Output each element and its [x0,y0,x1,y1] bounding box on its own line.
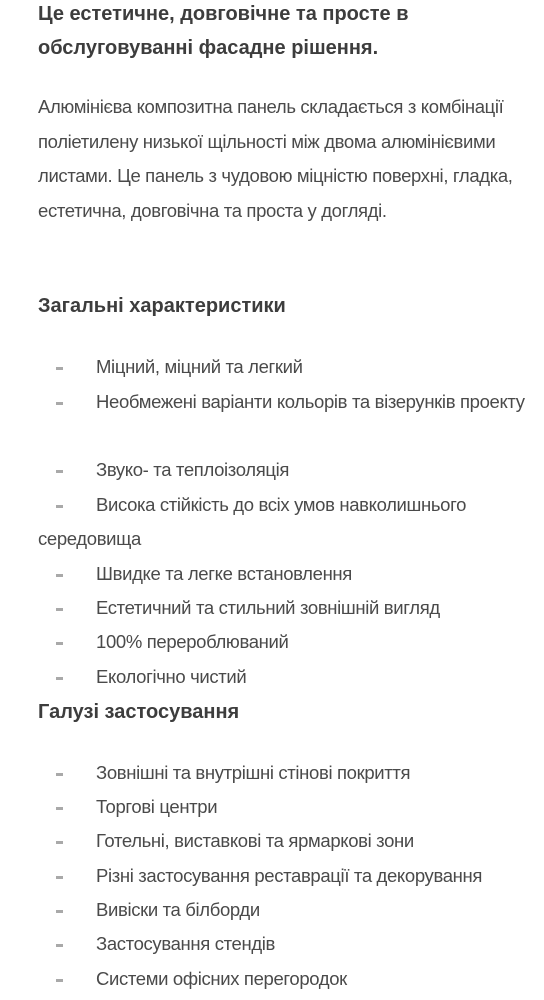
dash-bullet-icon [56,944,63,947]
list-item [38,859,533,893]
dash-bullet-icon [56,642,63,645]
dash-bullet-icon [56,876,63,879]
list-item-text: 100% перероблюваний [96,631,289,652]
list-item-text: Торгові центри [96,796,218,817]
dash-bullet-icon [56,402,63,405]
list-item-text: Готельні, виставкові та ярмаркові зони [96,830,414,851]
list-item-text: Системи офісних перегородок [96,968,347,989]
dash-bullet-icon [56,841,63,844]
list-item-text: Естетичний та стильний зовнішній вигляд [96,597,440,618]
list-item-text: Різні застосування реставрації та декорування [96,865,483,886]
dash-bullet-icon [56,505,63,508]
list-item-text: Висока стійкість до всіх умов навколишнього середовища [38,494,467,550]
list-item [38,790,533,824]
dash-bullet-icon [56,677,63,680]
intro-paragraph: Алюмінієва композитна панель складається з комбінації поліетилену низької щільності між двома алюмінієвими листами. Це панель з чудовою міцністю поверхні, гладка, естетична, довговічна та проста у догляді. [38,96,513,221]
dash-bullet-icon [56,470,63,473]
list-item-text: Міцний, міцний та легкий [96,356,303,377]
list-item [38,660,533,694]
list-item [38,824,533,858]
list-item-text: Звуко- та теплоізоляція [96,459,290,480]
dash-bullet-icon [56,574,63,577]
dash-bullet-icon [56,910,63,913]
list-item [38,385,533,419]
dash-bullet-icon [56,608,63,611]
list-item [38,756,533,790]
list-item-text: Зовнішні та внутрішні стінові покриття [96,762,411,783]
list-item [38,625,533,659]
list-item [38,591,533,625]
list-item [38,453,533,487]
list-item [38,557,533,591]
dash-bullet-icon [56,979,63,982]
list-item [38,350,533,384]
list-item-text: Вивіски та білборди [96,899,260,920]
applications-heading: Галузі застосування [38,701,240,723]
list-item-text: Екологічно чистий [96,666,247,687]
dash-bullet-icon [56,807,63,810]
dash-bullet-icon [56,367,63,370]
intro-heading: Це естетичне, довговічне та просте в обслуговуванні фасадне рішення. [38,3,409,59]
list-item-text: Необмежені варіанти кольорів та візерунків проекту [96,391,525,412]
list-item [38,962,533,996]
list-item-text: Застосування стендів [96,933,276,954]
list-item-text: Швидке та легке встановлення [96,563,352,584]
dash-bullet-icon [56,773,63,776]
list-item [38,927,533,961]
features-heading: Загальні характеристики [38,295,286,317]
list-item [38,488,533,556]
list-item [38,893,533,927]
